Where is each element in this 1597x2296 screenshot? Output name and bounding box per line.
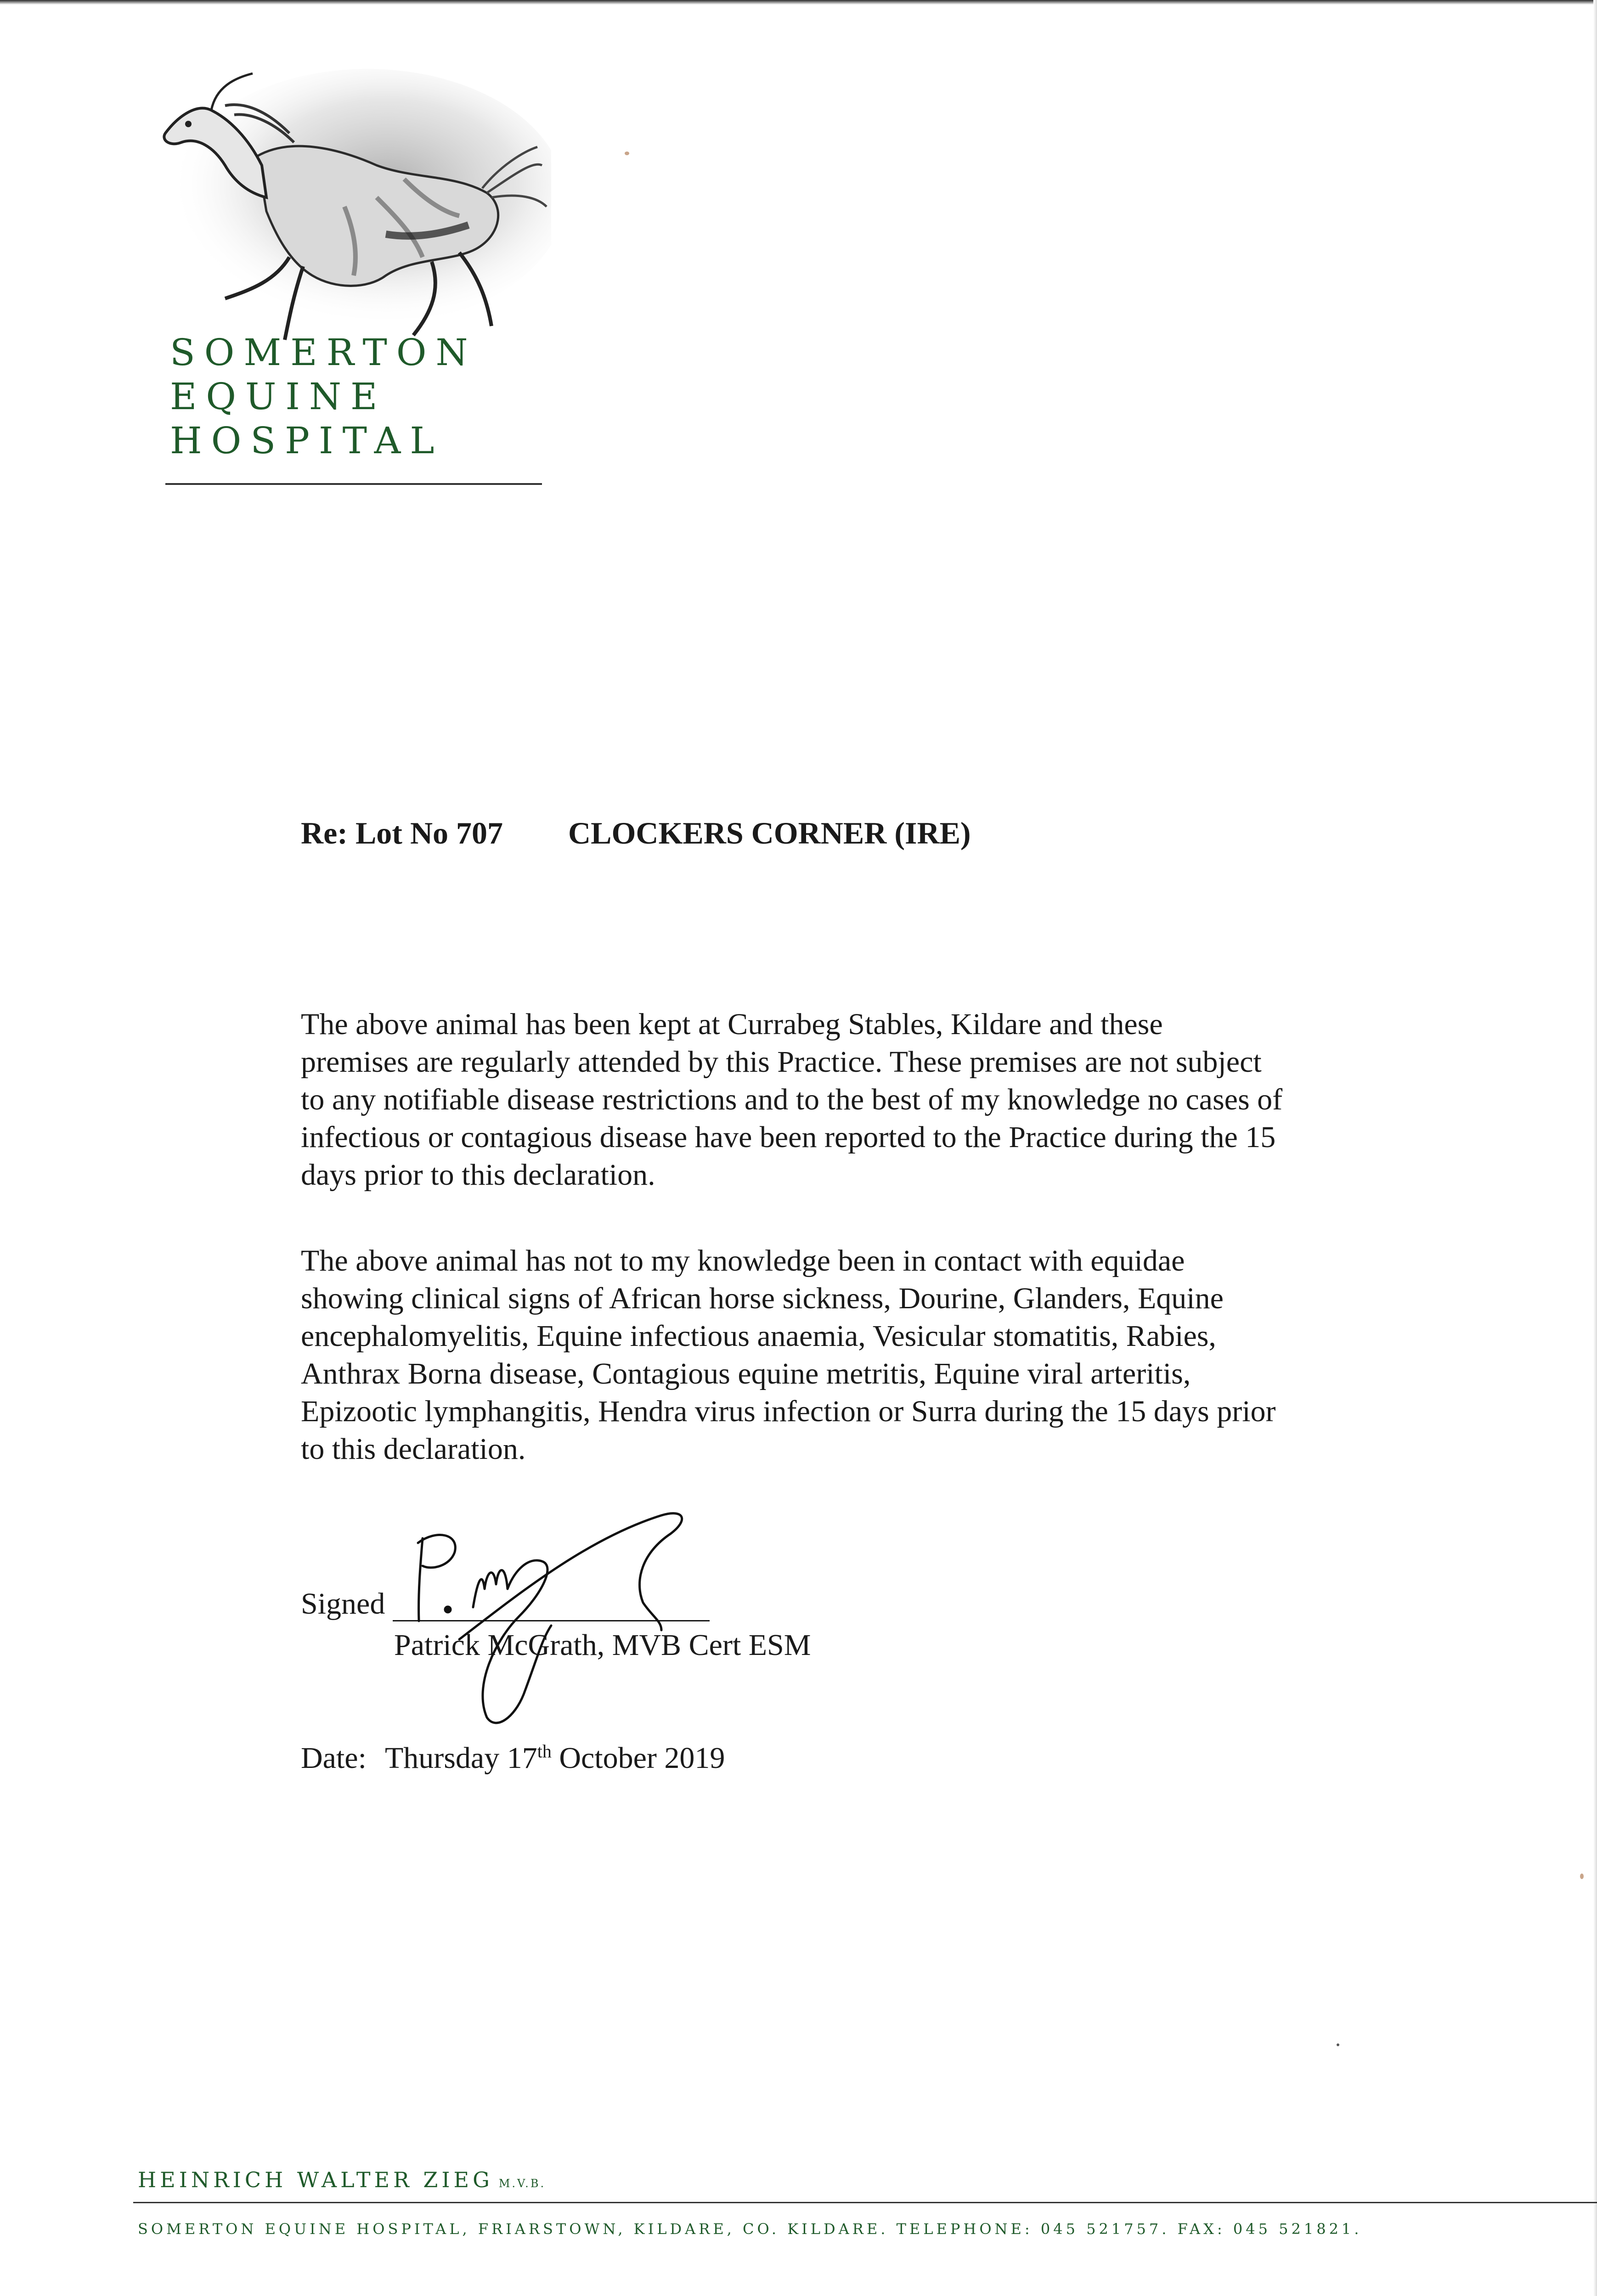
horse-name: CLOCKERS CORNER (IRE) <box>568 816 971 850</box>
paragraph-line: The above animal has been kept at Currabeg Stables, Kildare and these <box>301 1007 1163 1041</box>
date-line <box>301 1740 725 1776</box>
hospital-name-line-2: EQUINE <box>170 375 387 418</box>
footer-name-text: HEINRICH WALTER ZIEG <box>138 2167 493 2192</box>
paragraph-line: days prior to this declaration. <box>301 1158 655 1192</box>
date-value <box>385 1741 725 1775</box>
paragraph-line: showing clinical signs of African horse sickness, Dourine, Glanders, Equine <box>301 1282 1224 1315</box>
paragraph-line: to any notifiable disease restrictions and to the best of my knowledge no cases of <box>301 1083 1283 1116</box>
letterhead-divider <box>165 483 542 485</box>
paragraph-line: encephalomyelitis, Equine infectious anaemia, Vesicular stomatitis, Rabies, <box>301 1319 1216 1353</box>
hospital-name-line-3: HOSPITAL <box>170 419 444 462</box>
lot-label: Lot No <box>355 816 449 850</box>
scan-edge-top <box>0 0 1597 5</box>
lot-number: 707 <box>456 816 503 850</box>
scan-edge-right <box>1593 0 1597 2296</box>
paragraph-line: Epizootic lymphangitis, Hendra virus infection or Surra during the 15 days prior <box>301 1395 1276 1428</box>
declaration-paragraph-2 <box>301 1242 1467 1468</box>
paragraph-line: infectious or contagious disease have been reported to the Practice during the 15 <box>301 1120 1276 1154</box>
reference-label: Re: <box>301 816 348 850</box>
scan-speck <box>1337 2043 1339 2046</box>
date-weekday-day: Thursday 17 <box>384 1741 537 1775</box>
paragraph-line: to this declaration. <box>301 1432 526 1466</box>
paragraph-line: premises are regularly attended by this Practice. These premises are not subject <box>301 1045 1262 1079</box>
signatory-name: Patrick McGrath, MVB Cert ESM <box>394 1628 811 1662</box>
scan-speck <box>625 152 629 155</box>
signed-label: Signed <box>301 1587 385 1621</box>
footer-divider <box>133 2202 1597 2203</box>
footer-qualification: M.V.B. <box>498 2177 546 2190</box>
footer-address: SOMERTON EQUINE HOSPITAL, FRIARSTOWN, KILDARE, CO. KILDARE. TELEPHONE: 045 521757. FAX: 045 521821. <box>138 2220 1362 2238</box>
paragraph-line: Anthrax Borna disease, Contagious equine metritis, Equine viral arteritis, <box>301 1357 1191 1390</box>
date-month-year: October 2019 <box>559 1741 725 1775</box>
scan-speck <box>1580 1874 1584 1879</box>
handwritten-signature-icon <box>404 1502 753 1740</box>
paragraph-line: The above animal has not to my knowledge been in contact with equidae <box>301 1244 1185 1277</box>
footer-vet-name <box>138 2167 546 2192</box>
declaration-paragraph-1 <box>301 1006 1467 1194</box>
hospital-name <box>170 331 477 463</box>
hospital-name-line-1: SOMERTON <box>170 331 477 374</box>
reference-line <box>301 815 971 851</box>
date-ordinal-suffix: th <box>537 1741 552 1761</box>
horse-logo-icon <box>138 60 551 344</box>
date-label: Date: <box>301 1741 367 1775</box>
